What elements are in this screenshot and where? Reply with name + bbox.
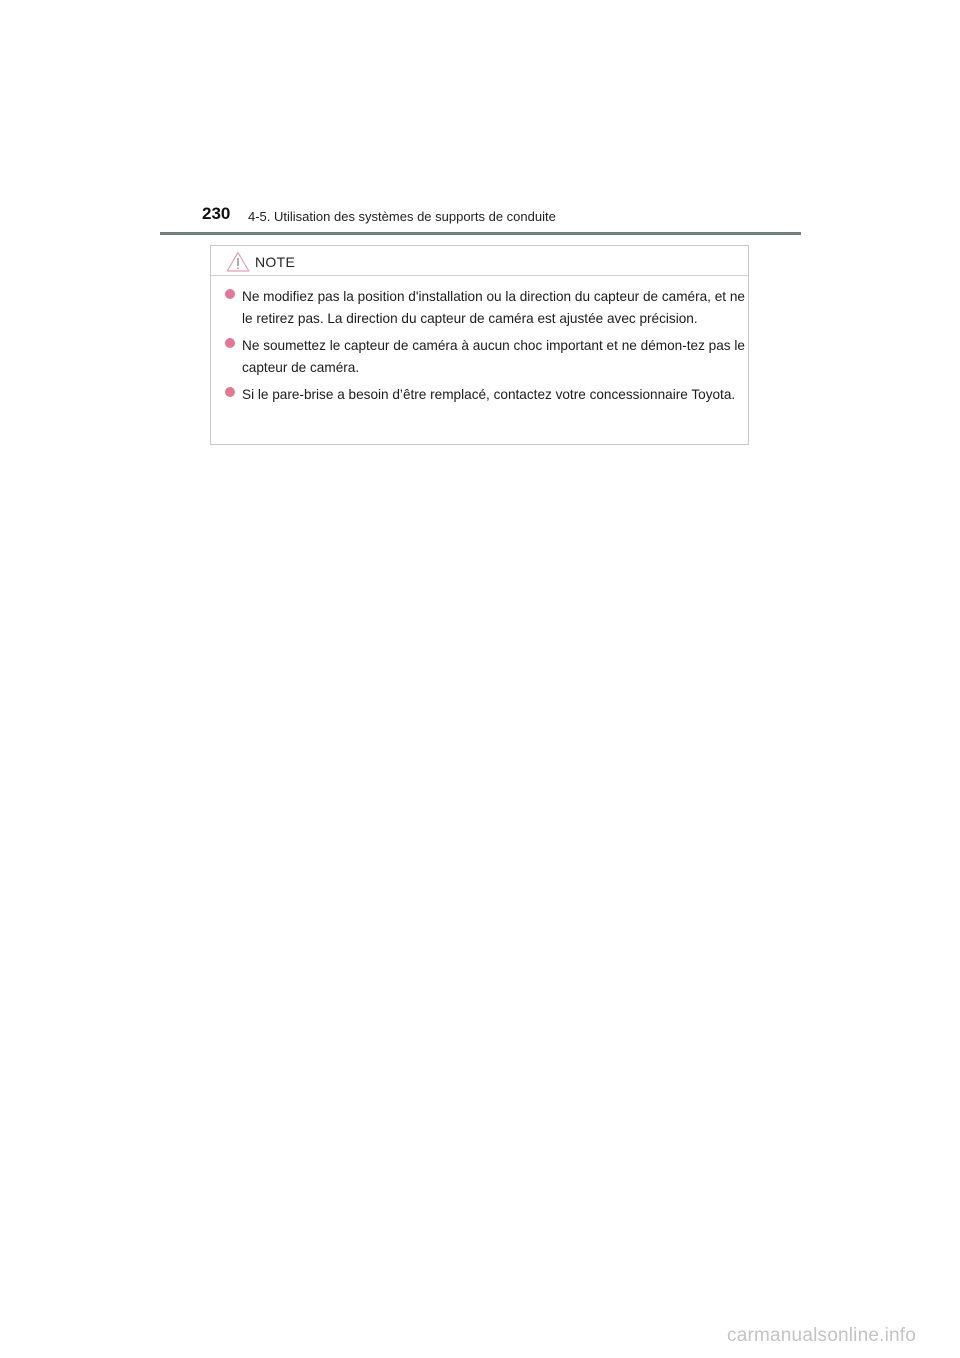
note-label: NOTE [255,254,296,270]
note-box [210,245,749,445]
note-item [225,335,745,378]
section-title: 4-5. Utilisation des systèmes de supports de conduite [248,209,556,224]
watermark: carmanualsonline.info [727,1325,917,1346]
page-header [160,204,801,236]
note-item-text: Ne modifiez pas la position d'installation ou la direction du capteur de caméra, et ne le retirez pas. La direction du capteur de caméra est ajustée avec précision. [242,289,745,326]
note-item [225,384,745,406]
page-number: 230 [202,204,231,223]
bullet-icon [225,387,235,397]
header-rule [160,232,801,235]
note-item-text: Ne soumettez le capteur de caméra à aucun choc important et ne démon-tez pas le capteur de caméra. [242,338,745,375]
note-item-text: Si le pare-brise a besoin d’être remplacé, contactez votre concessionnaire Toyota. [242,387,736,402]
note-item [225,286,745,329]
bullet-icon [225,338,235,348]
note-header [211,246,748,276]
note-list [225,286,745,412]
bullet-icon [225,289,235,299]
warning-triangle-icon [226,251,250,272]
